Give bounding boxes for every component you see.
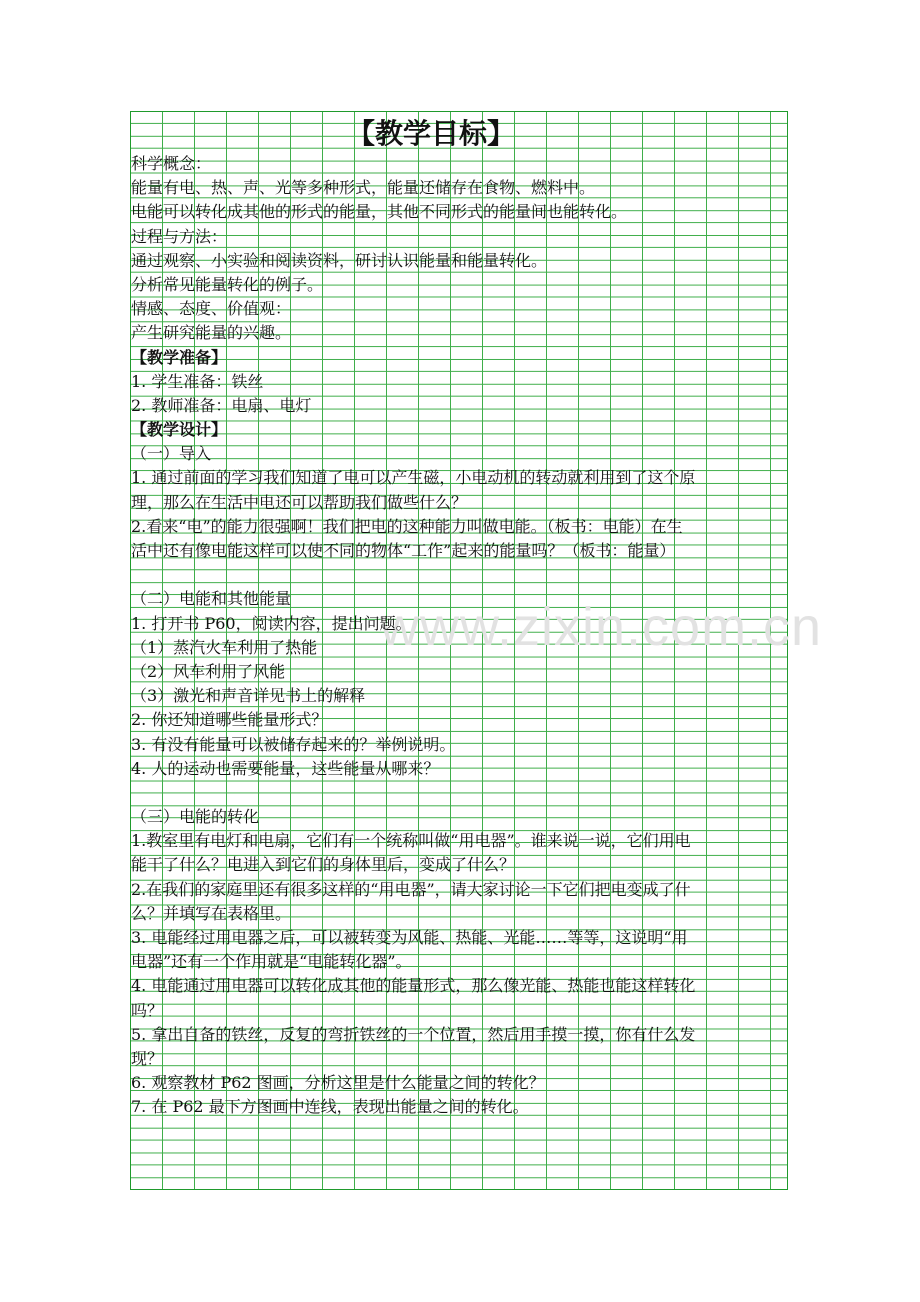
part3-heading: （三）电能的转化 [131, 807, 260, 827]
part1-line: 1. 通过前面的学习我们知道了电可以产生磁，小电动机的转动就利用到了这个原 [131, 468, 696, 488]
goal-line: 分析常见能量转化的例子。 [131, 274, 324, 294]
goal-line: 产生研究能量的兴趣。 [131, 323, 292, 343]
part1-line: 理，那么在生活中电还可以帮助我们做些什么？ [131, 492, 468, 512]
part2-line: 2. 你还知道哪些能量形式？ [131, 710, 328, 730]
lesson-plan [131, 116, 823, 1120]
part3-line: 能干了什么？电进入到它们的身体里后，变成了什么？ [131, 855, 516, 875]
part3-line: 5. 拿出自备的铁丝，反复的弯折铁丝的一个位置，然后用手摸一摸，你有什么发 [131, 1024, 696, 1044]
part3-line: 4. 电能通过用电器可以转化成其他的能量形式，那么像光能、热能也能这样转化 [131, 976, 696, 996]
part2-heading: （二）电能和其他能量 [131, 589, 292, 609]
design-heading: 【教学设计】 [131, 420, 228, 440]
part2-line: （3）激光和声音详见书上的解释 [131, 686, 366, 706]
part2-line: （2）风车利用了风能 [131, 661, 286, 681]
goals-section [131, 152, 791, 346]
part1-line: 2.看来“电”的能力很强啊！我们把电的这种能力叫做电能。（板书：电能）在生 [131, 516, 683, 536]
part3-line: 3. 电能经过用电器之后，可以被转变为风能、热能、光能……等等，这说明“用 [131, 928, 688, 947]
part3-line: 么？并填写在表格里。 [131, 903, 292, 923]
part3-line: 吗？ [131, 1000, 164, 1020]
prep-heading: 【教学准备】 [131, 347, 228, 367]
part2-line: （1）蒸汽火车利用了热能 [131, 637, 318, 657]
part3-line: 电器”还有一个作用就是“电能转化器”。 [131, 952, 412, 972]
part3-line: 7. 在 P62 最下方图画中连线，表现出能量之间的转化。 [131, 1097, 529, 1117]
part3-line: 1.教室里有电灯和电扇，它们有一个统称叫做“用电器”。谁来说一说，它们用电 [131, 831, 691, 851]
part1-line: 活中还有像电能这样可以使不同的物体“工作”起来的能量吗？（板书：能量） [131, 541, 676, 560]
part3-line: 现？ [131, 1048, 164, 1068]
prep-line: 2. 教师准备：电扇、电灯 [131, 395, 312, 415]
spacer [131, 781, 791, 805]
spacer [131, 563, 791, 587]
prep-section [131, 346, 791, 419]
part2-line: 4. 人的运动也需要能量，这些能量从哪来？ [131, 758, 440, 778]
prep-line: 1. 学生准备：铁丝 [131, 371, 264, 391]
goal-line: 情感、态度、价值观： [131, 299, 292, 319]
goal-line: 能量有电、热、声、光等多种形式，能量还储存在食物、燃料中。 [131, 178, 596, 198]
part3-line: 2.在我们的家庭里还有很多这样的“用电器”，请大家讨论一下它们把电变成了什 [131, 879, 691, 899]
page-title: 【教学目标】 [346, 117, 515, 150]
part2-line: 1. 打开书 P60，阅读内容，提出问题。 [131, 613, 412, 633]
part3-line: 6. 观察教材 P62 图画，分析这里是什么能量之间的转化？ [131, 1073, 545, 1093]
part2-line: 3. 有没有能量可以被储存起来的？举例说明。 [131, 734, 456, 754]
design-section [131, 418, 823, 1119]
goal-line: 科学概念： [131, 154, 212, 173]
goal-line: 过程与方法： [131, 226, 228, 246]
watermark: www.zixin.com.cn [380, 597, 823, 657]
part1-heading: （一）导入 [131, 444, 212, 464]
goal-line: 电能可以转化成其他的形式的能量，其他不同形式的能量间也能转化。 [131, 202, 628, 222]
goal-line: 通过观察、小实验和阅读资料，研讨认识能量和能量转化。 [131, 250, 548, 270]
